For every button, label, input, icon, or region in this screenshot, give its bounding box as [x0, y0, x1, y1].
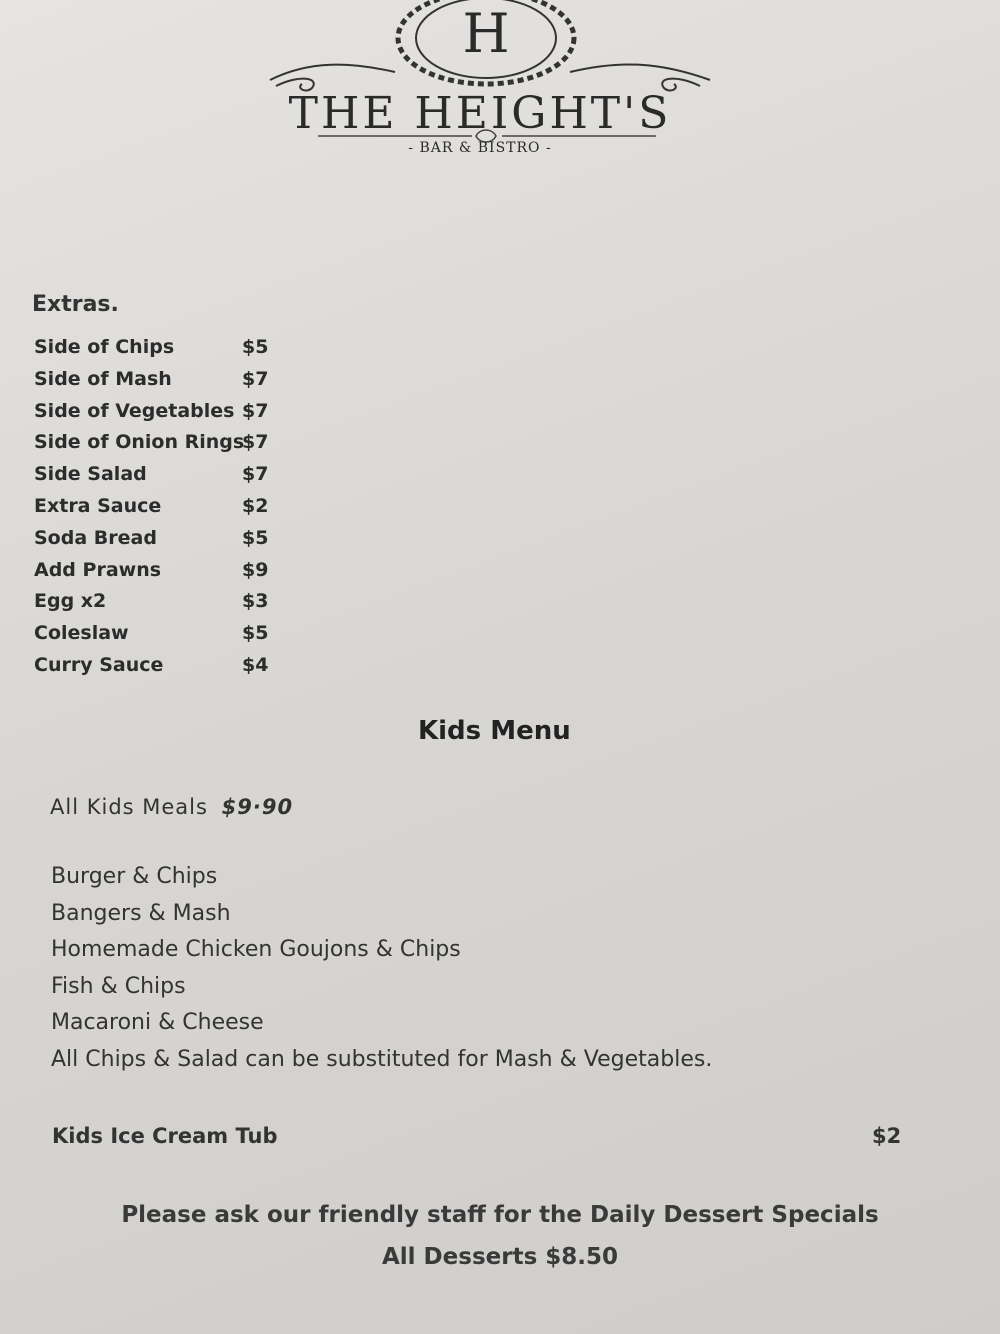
extras-item-name: Soda Bread [34, 526, 157, 549]
extras-item-name: Side of Vegetables [34, 399, 235, 422]
extras-list [34, 336, 294, 686]
kids-menu-item: Bangers & Mash [51, 900, 231, 926]
extras-heading: Extras. [32, 292, 119, 317]
extras-item [34, 336, 294, 368]
kids-meals-price-line [50, 795, 293, 819]
extras-item [34, 654, 294, 686]
extras-item-price: $5 [242, 622, 269, 645]
kids-meals-label: All Kids Meals [50, 795, 208, 819]
kids-menu-item: Homemade Chicken Goujons & Chips [51, 937, 461, 962]
desserts-price: All Desserts $8.50 [381, 1244, 619, 1270]
extras-item-name: Coleslaw [34, 622, 129, 645]
kids-menu-heading: Kids Menu [418, 716, 571, 746]
extras-item-name: Side of Mash [34, 367, 172, 390]
extras-item [34, 527, 294, 559]
restaurant-name: THE HEIGHT'S [288, 88, 672, 139]
extras-item-price: $4 [242, 653, 269, 676]
extras-item [34, 368, 294, 400]
kids-menu-list [51, 864, 712, 1083]
brand-logo [240, 0, 740, 170]
extras-item-name: Side of Chips [34, 336, 175, 358]
extras-item [34, 463, 294, 495]
kids-menu-item: Fish & Chips [51, 973, 186, 999]
extras-item-price: $5 [242, 526, 269, 549]
kids-meals-price: $9·90 [221, 795, 294, 819]
extras-item-price: $7 [242, 399, 269, 422]
extras-item-name: Extra Sauce [34, 494, 162, 517]
extras-item [34, 590, 294, 622]
extras-item-price: $7 [242, 431, 269, 454]
extras-item-price: $7 [242, 463, 269, 486]
extras-item-name: Side Salad [34, 463, 147, 486]
extras-item-name: Side of Onion Rings [34, 431, 245, 454]
ice-cream-item-name: Kids Ice Cream Tub [52, 1124, 278, 1148]
kids-menu-item: Macaroni & Cheese [51, 1010, 264, 1035]
extras-item-name: Add Prawns [34, 558, 162, 581]
extras-item-price: $7 [242, 367, 269, 390]
extras-item [34, 495, 294, 527]
extras-item-price: $9 [242, 558, 269, 581]
kids-menu-item: Burger & Chips [51, 864, 218, 889]
kids-menu-note: All Chips & Salad can be substituted for Mash & Vegetables. [51, 1046, 713, 1072]
extras-item-price: $3 [242, 590, 269, 613]
restaurant-subtitle: - BAR & BISTRO - [408, 140, 552, 156]
extras-item [34, 431, 294, 463]
logo-letter: H [462, 2, 510, 65]
extras-item [34, 400, 294, 432]
extras-item-price: $5 [242, 336, 269, 358]
extras-item [34, 622, 294, 654]
ice-cream-item-price: $2 [872, 1124, 902, 1148]
extras-item-name: Egg x2 [34, 590, 107, 613]
extras-item [34, 559, 294, 591]
dessert-specials-note: Please ask our friendly staff for the Daily Dessert Specials [121, 1202, 879, 1228]
extras-item-name: Curry Sauce [34, 653, 164, 676]
extras-item-price: $2 [242, 494, 269, 517]
